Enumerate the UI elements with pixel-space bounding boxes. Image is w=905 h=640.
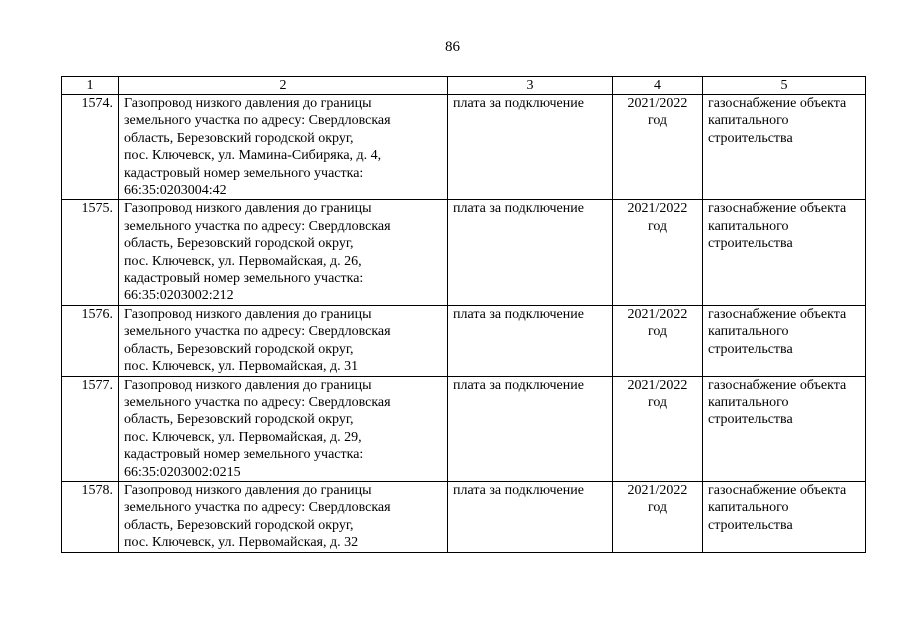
row-description: Газопровод низкого давления до границы земельного участка по адресу: Свердловская область, Березовский городской округ, пос. Ключевск, ул. Первомайская, д. 31 xyxy=(119,305,448,376)
row-description: Газопровод низкого давления до границы земельного участка по адресу: Свердловская область, Березовский городской округ, пос. Ключевск, ул. Первомайская, д. 29, кадастровый номер земельного участка: 66:35:0203002:0215 xyxy=(119,376,448,481)
row-purpose: газоснабжение объекта капитального строительства xyxy=(703,200,866,305)
document-table xyxy=(61,76,866,553)
table-row xyxy=(62,95,866,200)
row-payment: плата за подключение xyxy=(448,305,613,376)
row-description: Газопровод низкого давления до границы земельного участка по адресу: Свердловская область, Березовский городской округ, пос. Ключевск, ул. Первомайская, д. 26, кадастровый номер земельного участка: 66:35:0203002:212 xyxy=(119,200,448,305)
row-year: 2021/2022 год xyxy=(613,200,703,305)
column-header-3: 3 xyxy=(448,77,613,95)
row-purpose: газоснабжение объекта капитального строительства xyxy=(703,481,866,552)
row-purpose: газоснабжение объекта капитального строительства xyxy=(703,305,866,376)
row-year: 2021/2022 год xyxy=(613,95,703,200)
row-year: 2021/2022 год xyxy=(613,376,703,481)
column-header-2: 2 xyxy=(119,77,448,95)
table-header-row xyxy=(62,77,866,95)
row-description: Газопровод низкого давления до границы земельного участка по адресу: Свердловская область, Березовский городской округ, пос. Ключевск, ул. Первомайская, д. 32 xyxy=(119,481,448,552)
row-payment: плата за подключение xyxy=(448,95,613,200)
table-row xyxy=(62,200,866,305)
row-number: 1575. xyxy=(62,200,119,305)
row-description: Газопровод низкого давления до границы земельного участка по адресу: Свердловская область, Березовский городской округ, пос. Ключевск, ул. Мамина-Сибиряка, д. 4, кадастровый номер земельного участка: 66:35:0203004:42 xyxy=(119,95,448,200)
row-purpose: газоснабжение объекта капитального строительства xyxy=(703,95,866,200)
page-number: 86 xyxy=(445,39,460,55)
row-number: 1574. xyxy=(62,95,119,200)
table-row xyxy=(62,481,866,552)
row-number: 1577. xyxy=(62,376,119,481)
table-row xyxy=(62,305,866,376)
row-payment: плата за подключение xyxy=(448,376,613,481)
row-year: 2021/2022 год xyxy=(613,481,703,552)
column-header-4: 4 xyxy=(613,77,703,95)
table-row xyxy=(62,376,866,481)
column-header-1: 1 xyxy=(62,77,119,95)
row-year: 2021/2022 год xyxy=(613,305,703,376)
column-header-5: 5 xyxy=(703,77,866,95)
row-payment: плата за подключение xyxy=(448,481,613,552)
row-payment: плата за подключение xyxy=(448,200,613,305)
row-number: 1576. xyxy=(62,305,119,376)
row-purpose: газоснабжение объекта капитального строительства xyxy=(703,376,866,481)
row-number: 1578. xyxy=(62,481,119,552)
